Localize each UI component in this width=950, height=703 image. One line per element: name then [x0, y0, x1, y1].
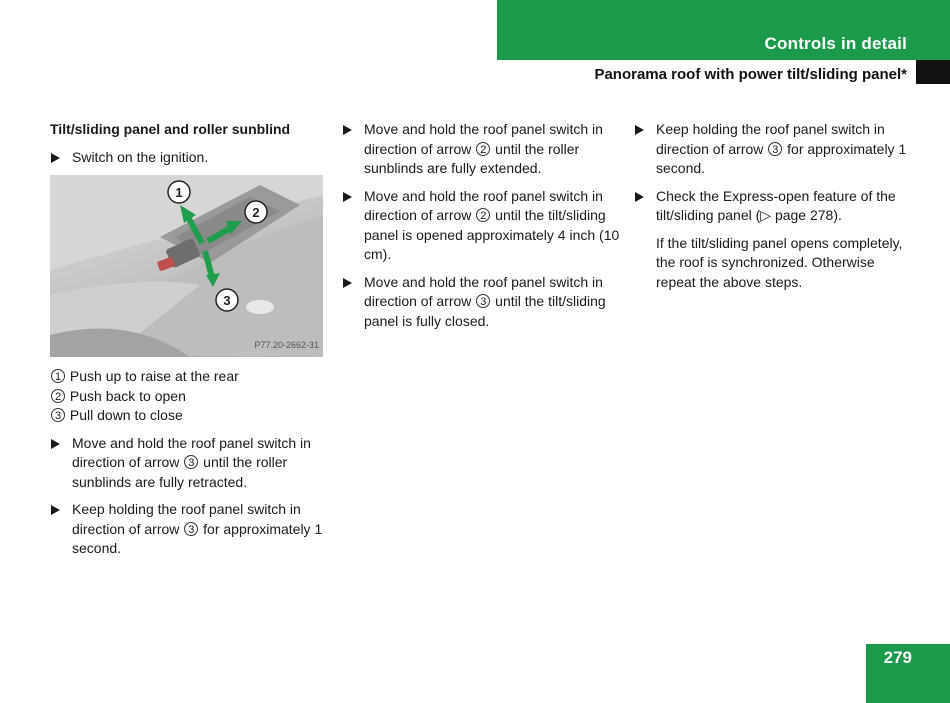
number-circle-icon: 3: [768, 142, 782, 156]
roof-switch-figure: [50, 175, 323, 357]
legend-text: Pull down to close: [69, 407, 183, 423]
svg-text:2: 2: [252, 205, 260, 220]
step-text: Move and hold the roof panel switch in direction of arrow: [364, 187, 603, 223]
number-circle-icon: 2: [51, 389, 65, 403]
number-circle-icon: 3: [184, 455, 198, 469]
figure-code: P77.20-2662-31: [254, 339, 319, 350]
svg-text:3: 3: [223, 293, 231, 308]
instruction-step: [634, 187, 914, 226]
step-text: Switch on the ignition.: [72, 148, 209, 165]
callout-3: [216, 289, 238, 311]
instruction-step: [342, 187, 620, 265]
bullet-triangle-icon: [51, 505, 60, 515]
column-3: [634, 120, 914, 300]
page-reference-link[interactable]: ▷ page 278: [760, 207, 834, 223]
page-number: 279: [883, 648, 912, 667]
legend-item: [50, 406, 325, 426]
column-2: [342, 120, 620, 339]
instruction-step: [342, 273, 620, 332]
page-number-box: [866, 644, 950, 703]
svg-text:1: 1: [175, 185, 183, 200]
instruction-step: [342, 120, 620, 179]
instruction-step: [50, 500, 325, 559]
step-text: ).: [833, 207, 842, 223]
instruction-step: [634, 120, 914, 179]
number-circle-icon: 3: [51, 408, 65, 422]
step-text: Keep holding the roof panel switch in direction of arrow: [72, 501, 301, 537]
legend-text: Push back to open: [69, 387, 186, 404]
number-circle-icon: 2: [476, 142, 490, 156]
legend-item: [50, 387, 325, 407]
instruction-step: [50, 148, 325, 168]
step-text: until the tilt/sliding panel is opened approximately 4 inch (10 cm).: [364, 207, 620, 262]
roof-switch-illustration: [50, 175, 323, 357]
step-text: until the roller sunblinds are fully retracted.: [72, 454, 288, 490]
section-heading: Tilt/sliding panel and roller sunblind: [50, 121, 291, 137]
bullet-triangle-icon: [635, 192, 644, 202]
note-paragraph: If the tilt/sliding panel opens completely, the roof is synchronized. Otherwise repeat the above steps.: [656, 234, 903, 290]
bullet-triangle-icon: [343, 192, 352, 202]
bullet-triangle-icon: [51, 153, 60, 163]
step-text: Keep holding the roof panel switch in direction of arrow: [656, 121, 885, 157]
section-title: Controls in detail: [764, 34, 907, 53]
number-circle-icon: 1: [51, 369, 65, 383]
step-text: Move and hold the roof panel switch in direction of arrow: [364, 273, 603, 309]
number-circle-icon: 2: [476, 208, 490, 222]
bullet-triangle-icon: [343, 125, 352, 135]
step-text: until the tilt/sliding panel is fully closed.: [364, 293, 606, 329]
legend-text: Push up to raise at the rear: [69, 368, 239, 384]
instruction-step: [50, 434, 325, 493]
callout-2: [245, 201, 267, 223]
legend-item: [50, 367, 325, 387]
step-text: Move and hold the roof panel switch in direction of arrow: [72, 434, 311, 470]
column-1: [50, 120, 325, 567]
step-text: Move and hold the roof panel switch in direction of arrow: [364, 121, 603, 157]
section-tab-marker: [916, 60, 950, 84]
bullet-triangle-icon: [51, 439, 60, 449]
number-circle-icon: 3: [476, 294, 490, 308]
page-subtitle: Panorama roof with power tilt/sliding panel*: [594, 66, 907, 83]
bullet-triangle-icon: [635, 125, 644, 135]
step-text: for approximately 1 second.: [656, 140, 907, 176]
figure-legend: [50, 367, 325, 426]
step-text: until the roller sunblinds are fully extended.: [364, 140, 580, 176]
step-text: for approximately 1 second.: [72, 520, 323, 556]
callout-1: [168, 181, 190, 203]
step-text: Check the Express-open feature of the tilt/sliding panel (: [656, 187, 896, 223]
number-circle-icon: 3: [184, 522, 198, 536]
bullet-triangle-icon: [343, 278, 352, 288]
